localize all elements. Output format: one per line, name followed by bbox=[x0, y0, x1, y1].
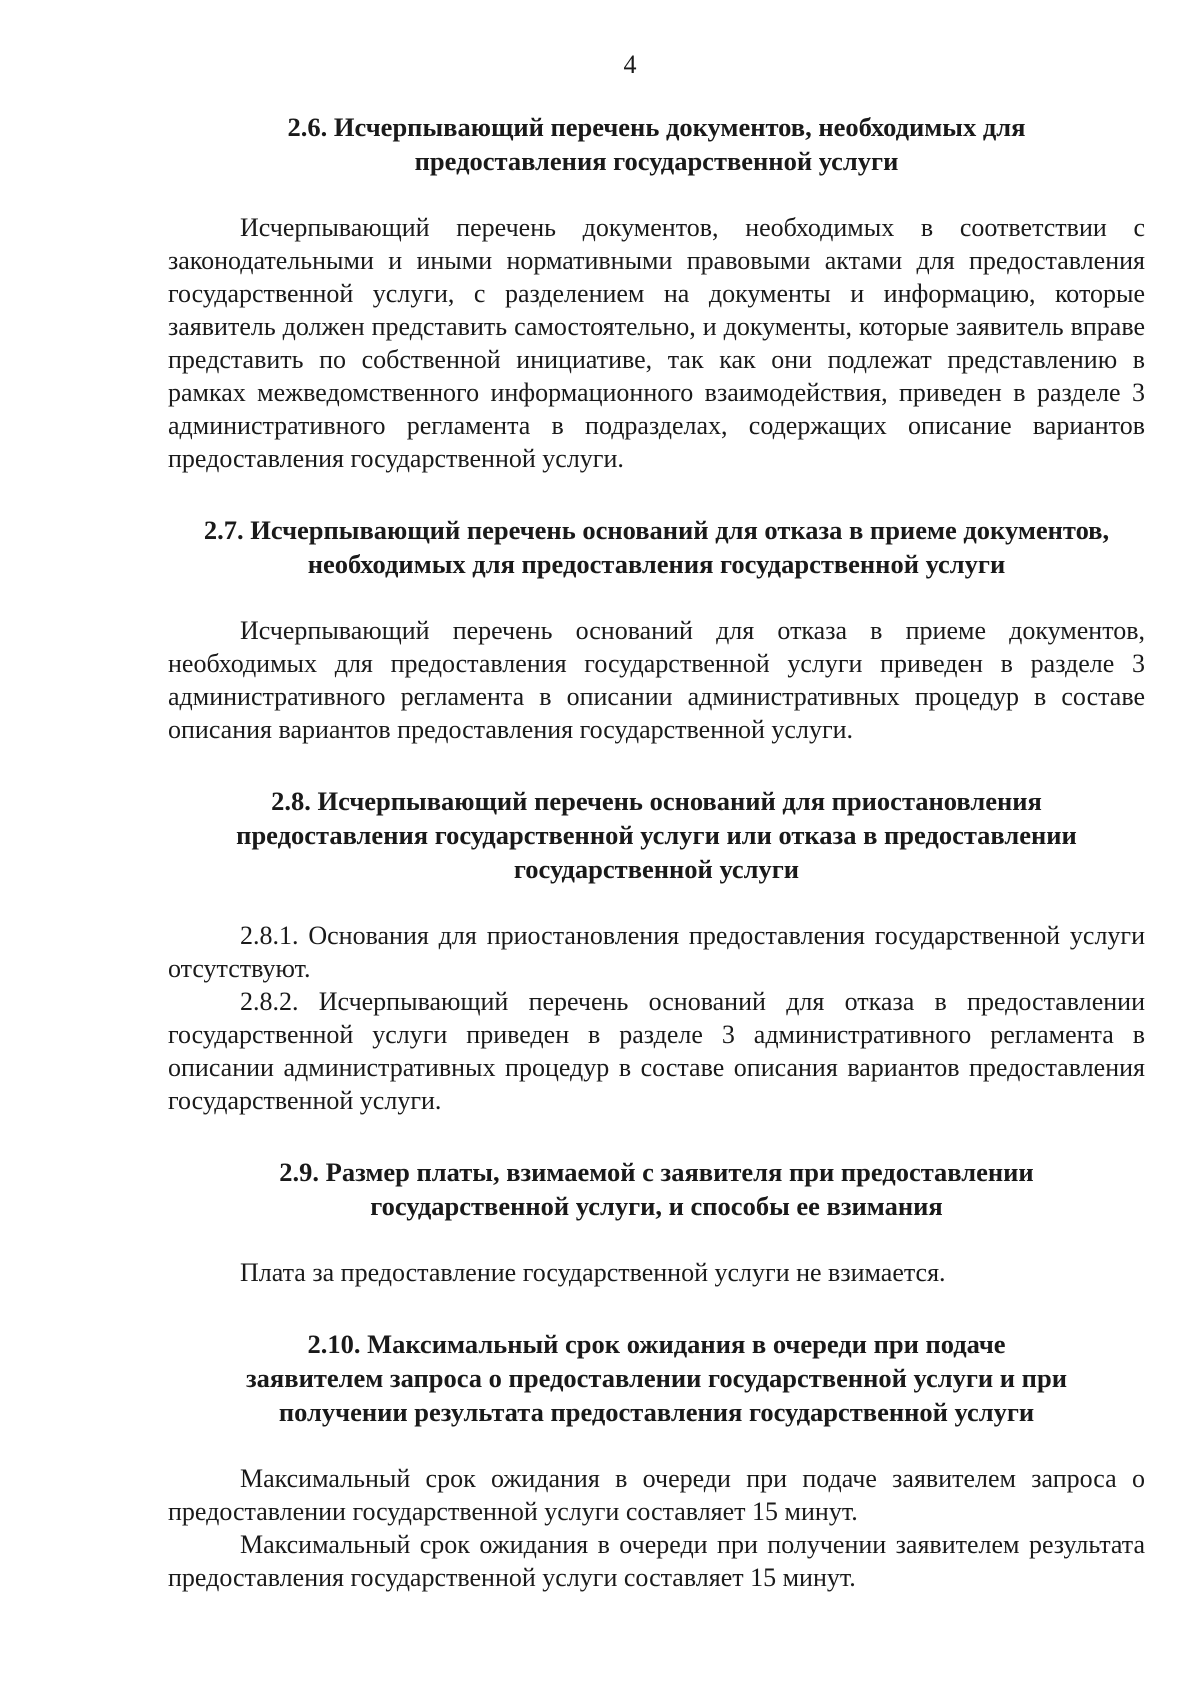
section-2-7 bbox=[168, 513, 1145, 746]
paragraph: 2.8.1. Основания для приостановления предоставления государственной услуги отсутствуют. bbox=[168, 921, 1145, 983]
section-heading bbox=[168, 1155, 1145, 1223]
paragraph: Исчерпывающий перечень документов, необходимых в соответствии с законодательными и иными нормативными правовыми актами для предоставления государственной услуги, с разделением на документы и информацию, которые заявитель должен представить самостоятельно, и документы, которые заявитель вправе представить по собственной инициативе, так как они подлежат представлению в рамках межведомственного информационного взаимодействия, приведен в разделе 3 административного регламента в подразделах, содержащих описание вариантов предоставления государственной услуги. bbox=[168, 213, 1145, 473]
section-heading bbox=[168, 513, 1145, 581]
document-body bbox=[168, 110, 1145, 1594]
heading-line: государственной услуги, и способы ее взимания bbox=[370, 1191, 943, 1221]
heading-line: заявителем запроса о предоставлении государственной услуги и при bbox=[246, 1363, 1067, 1393]
section-heading bbox=[168, 784, 1145, 886]
paragraph: Плата за предоставление государственной услуги не взимается. bbox=[240, 1258, 946, 1287]
heading-line: государственной услуги bbox=[513, 854, 800, 884]
paragraph: Исчерпывающий перечень оснований для отказа в приеме документов, необходимых для предоставления государственной услуги приведен в разделе 3 административного регламента в описании административных процедур в составе описания вариантов предоставления государственной услуги. bbox=[168, 616, 1145, 744]
heading-line: 2.6. Исчерпывающий перечень документов, необходимых для bbox=[287, 112, 1026, 142]
heading-line: 2.7. Исчерпывающий перечень оснований для отказа в приеме документов, bbox=[203, 515, 1110, 545]
heading-line: необходимых для предоставления государственной услуги bbox=[307, 549, 1006, 579]
section-2-6 bbox=[168, 110, 1145, 475]
paragraph: Максимальный срок ожидания в очереди при получении заявителем результата предоставления государственной услуги составляет 15 минут. bbox=[168, 1530, 1145, 1592]
section-2-9 bbox=[168, 1155, 1145, 1289]
heading-line: 2.8. Исчерпывающий перечень оснований для приостановления bbox=[271, 786, 1042, 816]
heading-line: 2.10. Максимальный срок ожидания в очереди при подаче bbox=[307, 1329, 1006, 1359]
heading-line: предоставления государственной услуги bbox=[414, 146, 899, 176]
heading-line: предоставления государственной услуги или отказа в предоставлении bbox=[236, 820, 1077, 850]
section-2-10 bbox=[168, 1327, 1145, 1594]
paragraph: Максимальный срок ожидания в очереди при подаче заявителем запроса о предоставлении государственной услуги составляет 15 минут. bbox=[168, 1464, 1145, 1526]
paragraph: 2.8.2. Исчерпывающий перечень оснований для отказа в предоставлении государственной услуги приведен в разделе 3 административного регламента в описании административных процедур в составе описания вариантов предоставления государственной услуги. bbox=[168, 987, 1145, 1115]
section-heading bbox=[168, 1327, 1145, 1429]
section-heading bbox=[168, 110, 1145, 178]
heading-line: получении результата предоставления государственной услуги bbox=[278, 1397, 1035, 1427]
section-2-8 bbox=[168, 784, 1145, 1117]
heading-line: 2.9. Размер платы, взимаемой с заявителя при предоставлении bbox=[279, 1157, 1034, 1187]
page-number: 4 bbox=[623, 50, 637, 79]
